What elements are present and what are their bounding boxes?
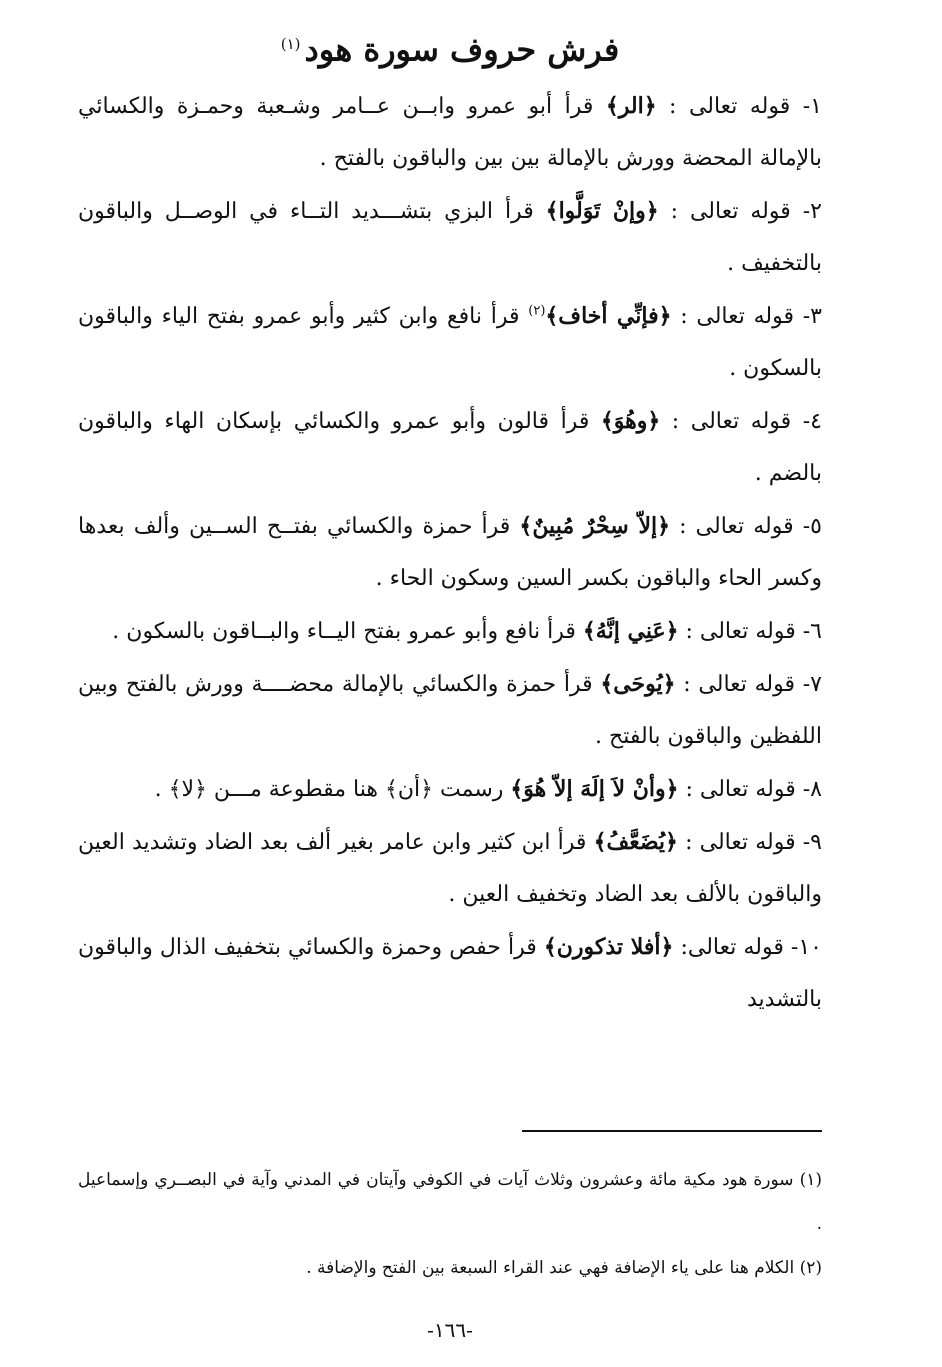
footnote-1: (١) سورة هود مكية مائة وعشرون وثلاث آيات في الكوفي وآيتان في المدني وآية في البصــري وإسماعيل . xyxy=(78,1170,822,1234)
entry-prefix: ١٠- قوله تعالى: xyxy=(673,935,822,960)
entry-text: قرأ نافع وأبو عمرو بفتح اليــاء والبــاقون بالسكون . xyxy=(112,619,583,644)
entry-text: رسمت ﴿أن﴾ هنا مقطوعة مـــن ﴿لا﴾ . xyxy=(154,777,511,802)
entry-prefix: ٦- قوله تعالى : xyxy=(678,619,822,644)
entry-prefix: ٢- قوله تعالى : xyxy=(658,199,822,224)
entry-text: قرأ ابن كثير وابن عامر بغير ألف بعد الضاد وتشديد العين والباقون بالألف بعد الضاد وتخفيف العين . xyxy=(78,830,822,907)
title-footnote-ref: (١) xyxy=(280,35,301,53)
book-page xyxy=(78,18,822,1348)
entry-prefix: ١- قوله تعالى : xyxy=(656,94,822,119)
footnote-2: (٢) الكلام هنا على ياء الإضافة فهي عند القراء السبعة بين الفتح والإضافة . xyxy=(306,1258,822,1278)
entry-prefix: ٨- قوله تعالى : xyxy=(678,777,822,802)
title-text: فرش حروف سورة هود xyxy=(304,30,620,69)
entry-text: قرأ أبو عمرو وابــن عــامر وشـعبة وحمـزة والكسائي بالإمالة المحضة وورش بالإمالة بين بين والباقون بالفتح . xyxy=(78,94,822,171)
entry-4 xyxy=(78,395,822,500)
entry-8 xyxy=(78,763,822,816)
entry-3 xyxy=(78,290,822,395)
quran-keyword: ﴿إلاّ سِحْرٌ مُبِينٌ﴾ xyxy=(519,513,671,539)
entry-text: قرأ قالون وأبو عمرو والكسائي بإسكان الهاء والباقون بالضم . xyxy=(78,409,822,486)
footnote-ref: (٢) xyxy=(528,303,546,319)
quran-keyword: ﴿الر﴾ xyxy=(605,93,657,119)
quran-keyword: ﴿أفلا تذكورن﴾ xyxy=(543,934,674,960)
entry-5 xyxy=(78,500,822,605)
entry-text: قرأ حمزة والكسائي بفتــح الســين وألف بعدها وكسر الحاء والباقون بكسر السين وسكون الحاء . xyxy=(78,514,822,591)
entry-text: قرأ البزي بتشـــديد التــاء في الوصــل والباقون بالتخفيف . xyxy=(78,199,822,276)
entry-1 xyxy=(78,80,822,185)
entry-prefix: ٥- قوله تعالى : xyxy=(670,514,822,539)
page-number: -١٦٦- xyxy=(427,1318,473,1342)
entry-prefix: ٣- قوله تعالى : xyxy=(671,304,822,329)
entry-text: قرأ حفص وحمزة والكسائي بتخفيف الذال والباقون بالتشديد xyxy=(78,935,822,1012)
entry-prefix: ٧- قوله تعالى : xyxy=(675,672,822,697)
entry-10 xyxy=(78,921,822,1026)
quran-keyword: ﴿وأنْ لاَ إلَهَ إلاّ هُوَ﴾ xyxy=(510,776,679,802)
entry-9 xyxy=(78,816,822,921)
entry-7 xyxy=(78,658,822,763)
quran-keyword: ﴿يُضَعَّفُ﴾ xyxy=(593,829,678,855)
quran-keyword: ﴿وهُوَ﴾ xyxy=(600,408,661,434)
quran-keyword: ﴿يُوحَى﴾ xyxy=(600,671,676,697)
entry-prefix: ٩- قوله تعالى : xyxy=(677,830,822,855)
entry-text: قرأ حمزة والكسائي بالإمالة محضــــة وورش بالفتح وبين اللفظين والباقون بالفتح . xyxy=(78,672,822,749)
entry-text: قرأ نافع وابن كثير وأبو عمرو بفتح الياء والباقون بالسكون . xyxy=(78,304,822,381)
quran-keyword: ﴿فإنِّي أخاف﴾ xyxy=(545,303,672,329)
footnote-divider xyxy=(522,1130,822,1132)
quran-keyword: ﴿عَنِي إنَّهُ﴾ xyxy=(582,618,679,644)
entry-6 xyxy=(78,605,822,658)
entries-list xyxy=(78,80,822,1026)
entry-2 xyxy=(78,185,822,290)
entry-prefix: ٤- قوله تعالى : xyxy=(660,409,822,434)
quran-keyword: ﴿وإنْ تَوَلَّوا﴾ xyxy=(545,198,659,224)
footnotes xyxy=(78,1158,822,1290)
page-title xyxy=(78,18,822,70)
